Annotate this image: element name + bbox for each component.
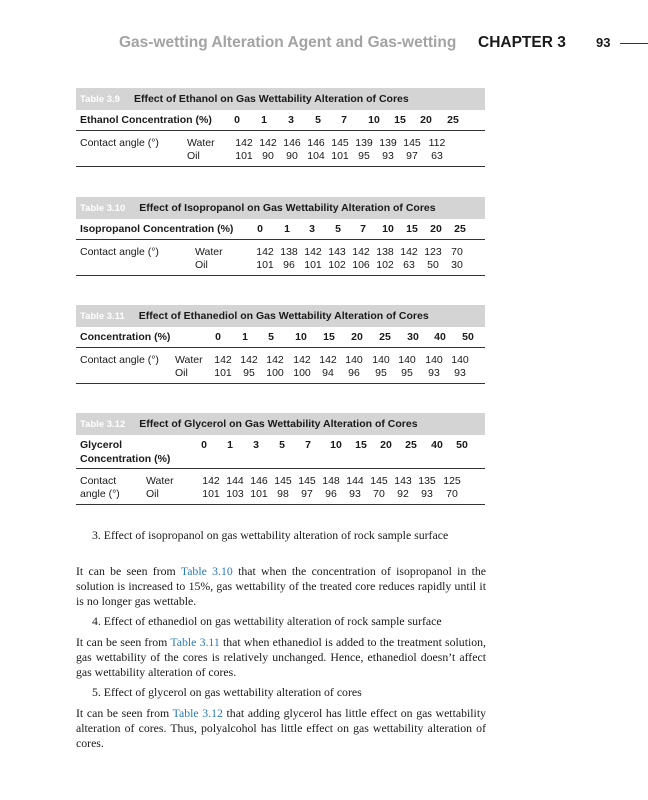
table-cell: 140 (372, 354, 390, 366)
table-cell: 93 (349, 488, 361, 500)
table-cell: 102 (376, 259, 394, 271)
oil-label: Oil (195, 259, 208, 271)
table-cell: 142 (256, 246, 274, 258)
table-cell: 97 (301, 488, 313, 500)
table-cell: 144 (226, 475, 244, 487)
table-cell: 142 (293, 354, 311, 366)
table-glycerol (76, 413, 485, 505)
table-cell: 95 (358, 150, 370, 162)
header-cell: 3 (288, 114, 294, 126)
table-cell: 142 (235, 137, 253, 149)
water-label: Water (175, 354, 203, 366)
table-cell: 144 (346, 475, 364, 487)
table-cell: 101 (256, 259, 274, 271)
table-cell: 96 (348, 367, 360, 379)
header-label: Ethanol Concentration (%) (80, 114, 212, 126)
header-cell: 0 (201, 439, 207, 451)
header-cell: 7 (360, 223, 366, 235)
table-3-11-link[interactable]: Table 3.11 (170, 635, 220, 649)
table-cell: 104 (307, 150, 325, 162)
header-cell: 10 (295, 331, 307, 343)
row-label: angle (°) (80, 488, 120, 500)
table-cell: 146 (250, 475, 268, 487)
table-cell: 145 (274, 475, 292, 487)
table-cell: 101 (202, 488, 220, 500)
table-cell: 95 (243, 367, 255, 379)
row-label: Contact angle (°) (80, 354, 159, 366)
table-header-row (76, 110, 485, 131)
header-cell: 25 (454, 223, 466, 235)
table-cell: 101 (304, 259, 322, 271)
table-cell: 96 (283, 259, 295, 271)
table-3-10-link[interactable]: Table 3.10 (180, 564, 233, 578)
table-cell: 140 (345, 354, 363, 366)
header-cell: 15 (394, 114, 406, 126)
paragraph (76, 706, 486, 751)
table-title: Effect of Glycerol on Gas Wettability Alteration of Cores (139, 418, 418, 430)
table-cell: 93 (421, 488, 433, 500)
header-label: Concentration (%) (80, 453, 171, 465)
table-cell: 100 (293, 367, 311, 379)
table-body (76, 131, 485, 167)
water-label: Water (146, 475, 174, 487)
table-body (76, 469, 485, 505)
header-cell: 50 (456, 439, 468, 451)
table-cell: 30 (451, 259, 463, 271)
header-cell: 20 (420, 114, 432, 126)
header-label: Glycerol (80, 439, 123, 451)
header-label: Concentration (%) (80, 331, 171, 343)
header-cell: 50 (462, 331, 474, 343)
header-cell: 1 (284, 223, 290, 235)
water-label: Water (195, 246, 223, 258)
table-isopropanol (76, 197, 485, 276)
table-header-row (76, 435, 485, 469)
table-number: Table 3.12 (80, 418, 126, 430)
table-cell: 148 (322, 475, 340, 487)
table-title: Effect of Ethanol on Gas Wettability Alteration of Cores (133, 93, 409, 105)
table-cell: 94 (322, 367, 334, 379)
paragraph-text: that adding glycerol has little effect on gas wettability alteration of cores. Thus, polyalcohol has little effect on gas wettability alteration of cores. (76, 706, 487, 750)
header-cell: 5 (315, 114, 321, 126)
header-cell: 25 (379, 331, 391, 343)
table-cell: 106 (352, 259, 370, 271)
table-cell: 142 (319, 354, 337, 366)
table-cell: 70 (373, 488, 385, 500)
header-cell: 0 (257, 223, 263, 235)
header-cell: 1 (261, 114, 267, 126)
table-caption (76, 413, 485, 435)
header-cell: 20 (351, 331, 363, 343)
table-header-row (76, 219, 485, 240)
running-header (0, 34, 648, 54)
list-item (92, 685, 486, 700)
table-cell: 101 (331, 150, 349, 162)
table-cell: 142 (259, 137, 277, 149)
header-cell: 30 (407, 331, 419, 343)
header-cell: 5 (335, 223, 341, 235)
list-item-text: 3. Effect of isopropanol on gas wettability alteration of rock sample surface (92, 528, 449, 542)
table-cell: 101 (250, 488, 268, 500)
header-cell: 25 (405, 439, 417, 451)
header-cell: 15 (406, 223, 418, 235)
table-number: Table 3.10 (80, 202, 126, 214)
table-cell: 100 (266, 367, 284, 379)
list-item (92, 528, 486, 543)
table-cell: 142 (400, 246, 418, 258)
water-label: Water (187, 137, 215, 149)
table-header-row (76, 327, 485, 348)
table-cell: 103 (226, 488, 244, 500)
oil-label: Oil (175, 367, 188, 379)
paragraph-text: that when the concentration of isopropanol in the solution is increased to 15%, gas wettability of the treated core reduces rapidly until it is no longer gas wettable. (76, 564, 487, 608)
table-cell: 101 (235, 150, 253, 162)
table-3-12-link[interactable]: Table 3.12 (172, 706, 223, 720)
table-cell: 63 (403, 259, 415, 271)
paragraph-text: It can be seen from (76, 635, 171, 649)
header-cell: 3 (253, 439, 259, 451)
table-cell: 102 (328, 259, 346, 271)
table-cell: 138 (376, 246, 394, 258)
table-cell: 140 (451, 354, 469, 366)
table-ethanol (76, 88, 485, 167)
table-title: Effect of Isopropanol on Gas Wettability Alteration of Cores (139, 202, 436, 214)
header-cell: 0 (215, 331, 221, 343)
table-cell: 142 (304, 246, 322, 258)
header-cell: 10 (382, 223, 394, 235)
header-cell: 15 (323, 331, 335, 343)
table-caption (76, 88, 485, 110)
table-cell: 143 (394, 475, 412, 487)
header-cell: 40 (431, 439, 443, 451)
table-cell: 142 (214, 354, 232, 366)
table-cell: 142 (352, 246, 370, 258)
table-cell: 123 (424, 246, 442, 258)
oil-label: Oil (146, 488, 159, 500)
list-item-text: 4. Effect of ethanediol on gas wettability alteration of rock sample surface (92, 614, 442, 628)
table-body (76, 348, 485, 384)
header-cell: 25 (447, 114, 459, 126)
table-cell: 145 (403, 137, 421, 149)
page-number: 93 (596, 35, 611, 50)
header-cell: 3 (309, 223, 315, 235)
header-cell: 7 (305, 439, 311, 451)
table-cell: 92 (397, 488, 409, 500)
table-cell: 142 (240, 354, 258, 366)
header-label: Isopropanol Concentration (%) (80, 223, 234, 235)
table-title: Effect of Ethanediol on Gas Wettability Alteration of Cores (138, 310, 429, 322)
table-cell: 90 (262, 150, 274, 162)
header-cell: 0 (234, 114, 240, 126)
table-cell: 63 (431, 150, 443, 162)
table-cell: 145 (298, 475, 316, 487)
table-cell: 50 (427, 259, 439, 271)
running-header-title: Gas-wetting Alteration Agent and Gas-wetting (119, 34, 457, 51)
header-cell: 5 (268, 331, 274, 343)
paragraph (76, 635, 486, 680)
header-cell: 20 (430, 223, 442, 235)
table-caption (76, 197, 485, 219)
row-label: Contact (80, 475, 117, 487)
table-cell: 95 (401, 367, 413, 379)
table-number: Table 3.9 (80, 93, 120, 105)
header-cell: 5 (279, 439, 285, 451)
table-body (76, 240, 485, 276)
header-cell: 40 (434, 331, 446, 343)
header-cell: 1 (227, 439, 233, 451)
paragraph-text: It can be seen from (76, 564, 181, 578)
table-cell: 97 (406, 150, 418, 162)
table-cell: 140 (425, 354, 443, 366)
table-cell: 112 (428, 137, 446, 149)
table-cell: 146 (307, 137, 325, 149)
table-cell: 93 (428, 367, 440, 379)
header-cell: 1 (242, 331, 248, 343)
table-cell: 96 (325, 488, 337, 500)
table-ethanediol (76, 305, 485, 384)
table-cell: 98 (277, 488, 289, 500)
header-cell: 10 (368, 114, 380, 126)
paragraph-text: that when ethanediol is added to the treatment solution, gas wettability of the cores is relatively unchanged. Hence, ethanediol doesn’t affect gas wettability alteration of cores. (76, 635, 487, 679)
chapter-label: CHAPTER 3 (478, 34, 566, 51)
table-cell: 125 (443, 475, 461, 487)
table-cell: 139 (379, 137, 397, 149)
oil-label: Oil (187, 150, 200, 162)
table-cell: 139 (355, 137, 373, 149)
table-cell: 138 (280, 246, 298, 258)
table-caption (76, 305, 485, 327)
table-cell: 146 (283, 137, 301, 149)
list-item-text: 5. Effect of glycerol on gas wettability alteration of cores (92, 685, 362, 699)
table-cell: 90 (286, 150, 298, 162)
header-cell: 15 (355, 439, 367, 451)
table-cell: 70 (446, 488, 458, 500)
row-label: Contact angle (°) (80, 137, 159, 149)
table-cell: 145 (331, 137, 349, 149)
table-cell: 70 (451, 246, 463, 258)
table-cell: 145 (370, 475, 388, 487)
table-cell: 95 (375, 367, 387, 379)
list-item (92, 614, 486, 629)
paragraph-text: It can be seen from (76, 706, 173, 720)
table-cell: 135 (418, 475, 436, 487)
header-cell: 20 (380, 439, 392, 451)
table-cell: 93 (382, 150, 394, 162)
table-cell: 143 (328, 246, 346, 258)
table-cell: 101 (214, 367, 232, 379)
header-rule (620, 43, 648, 44)
table-number: Table 3.11 (80, 310, 125, 322)
header-cell: 10 (330, 439, 342, 451)
table-cell: 142 (202, 475, 220, 487)
table-cell: 140 (398, 354, 416, 366)
row-label: Contact angle (°) (80, 246, 159, 258)
paragraph (76, 564, 486, 609)
header-cell: 7 (341, 114, 347, 126)
table-cell: 93 (454, 367, 466, 379)
table-cell: 142 (266, 354, 284, 366)
